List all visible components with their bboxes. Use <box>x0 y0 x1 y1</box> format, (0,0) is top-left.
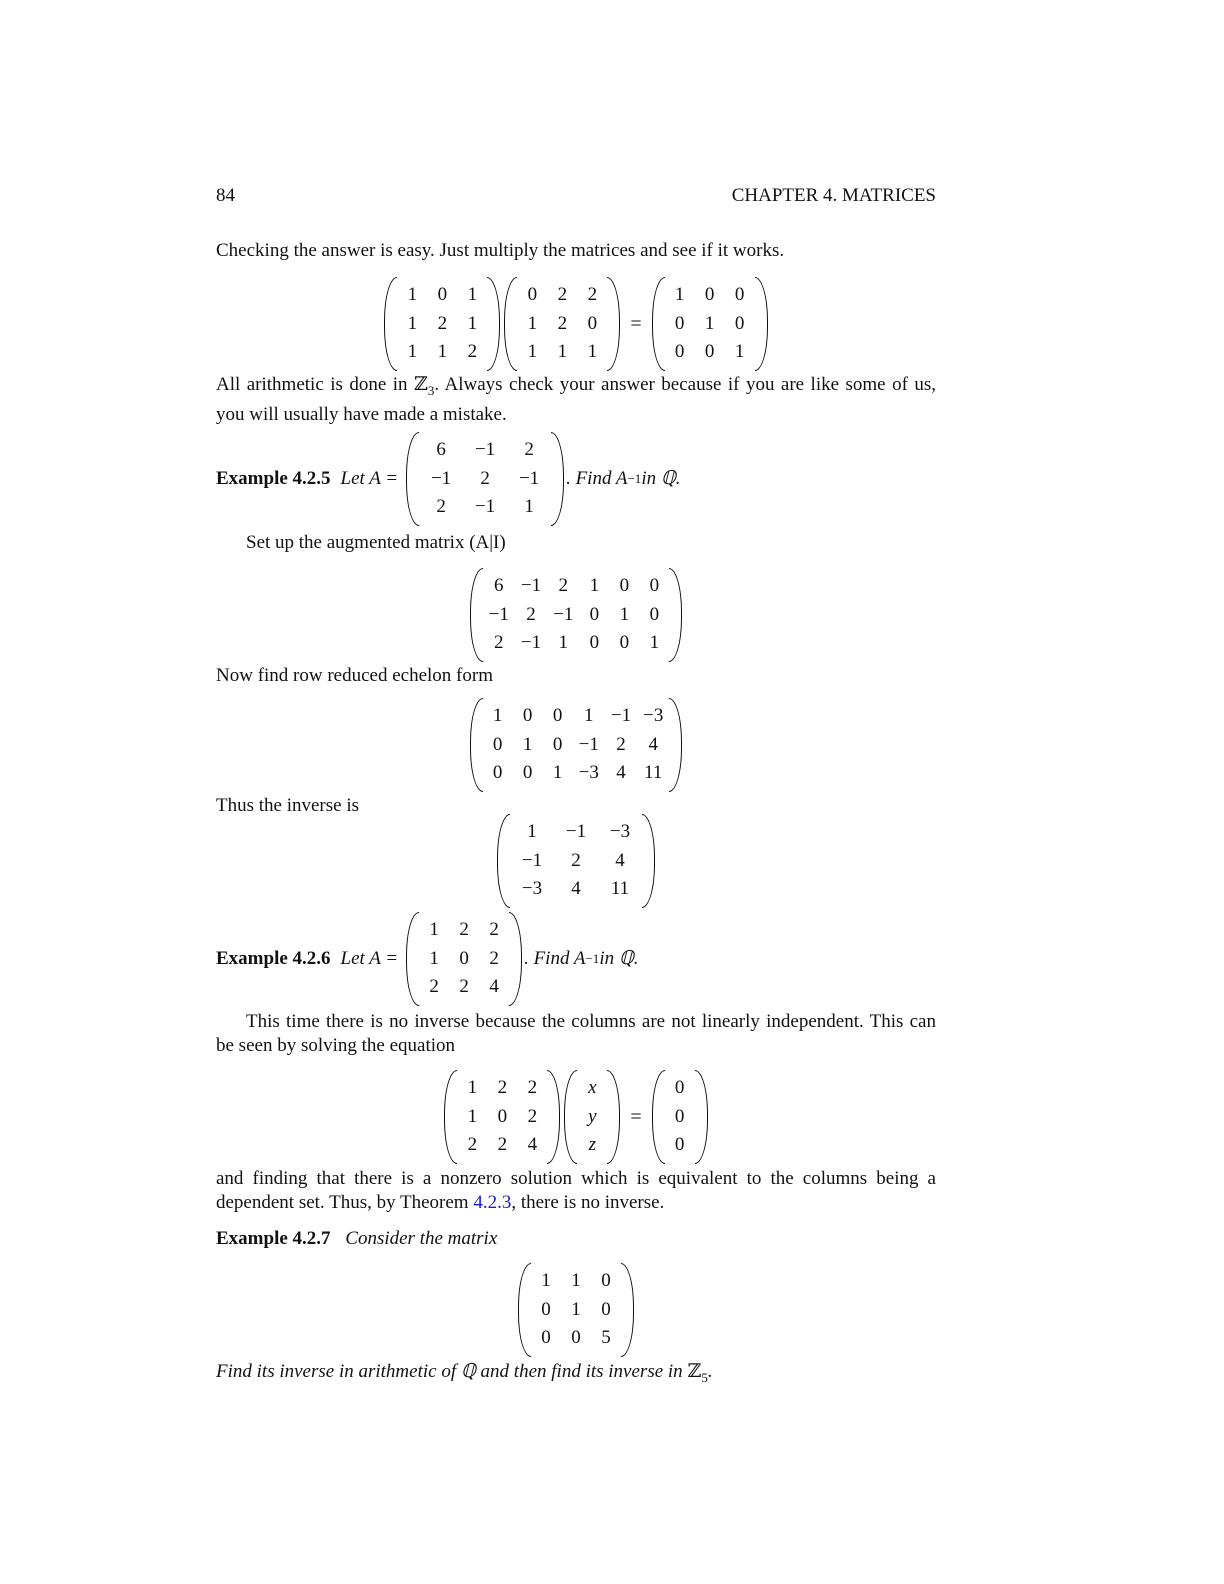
matrix-row <box>419 493 551 522</box>
matrix-row <box>419 973 509 1002</box>
matrix <box>404 430 566 528</box>
matrix-row <box>665 1103 695 1132</box>
right-paren <box>673 566 684 664</box>
matrix-row <box>457 1074 547 1103</box>
right-paren <box>551 1068 562 1166</box>
matrix-cell: 0 <box>674 312 685 334</box>
example-4-2-5: Example 4.2.5 Let A = 6 −1 2 −1 2 −1 2 −1 1 . Find A −1 in ℚ. <box>216 430 681 528</box>
matrix-cell: 1 <box>467 284 478 306</box>
matrix-cell: 1 <box>437 341 448 363</box>
matrix-cell: 1 <box>589 575 600 597</box>
matrix <box>516 1261 636 1359</box>
right-paren <box>646 812 657 910</box>
matrix-cell: 2 <box>527 1077 538 1099</box>
matrix-row <box>517 338 607 367</box>
matrix-cell: 2 <box>494 632 504 654</box>
matrix-cell: 2 <box>571 849 581 871</box>
matrix-cell: −1 <box>553 603 574 625</box>
paragraph-find-inverse: Find its inverse in arithmetic of ℚ and then find its inverse in ℤ$_5$. <box>216 1361 713 1385</box>
matrix-row <box>457 1103 547 1132</box>
matrix-cell: 0 <box>497 1105 508 1127</box>
matrix-cell: 0 <box>552 733 563 755</box>
matrix-cell: z <box>588 1134 597 1156</box>
matrix-cell: 1 <box>467 1077 478 1099</box>
paragraph-check: Checking the answer is easy. Just multiply the matrices and see if it works. <box>216 240 785 261</box>
matrix-cell: −1 <box>565 821 587 843</box>
matrix-cell: 0 <box>459 947 469 969</box>
matrix-cell: 5 <box>601 1327 611 1349</box>
matrix-4-2-7 <box>216 1261 936 1359</box>
matrix-cell: 4 <box>489 976 499 998</box>
matrix-cell: 1 <box>557 341 568 363</box>
matrix-cell: 1 <box>558 632 568 654</box>
equals-sign: = <box>630 1105 642 1128</box>
paragraph-inverse: Thus the inverse is <box>216 795 360 816</box>
inverse-matrix <box>216 812 936 910</box>
matrix-cell: 6 <box>436 439 446 461</box>
matrix-row <box>517 281 607 310</box>
matrix <box>404 910 524 1008</box>
matrix-cell: 4 <box>615 849 625 871</box>
matrix-cell: −1 <box>430 467 452 489</box>
matrix-cell: 1 <box>429 919 439 941</box>
matrix-row <box>510 818 642 847</box>
matrix-cell: 1 <box>527 821 537 843</box>
matrix-cell: −1 <box>578 733 599 755</box>
matrix-cell: 0 <box>541 1327 551 1349</box>
matrix-cell: 0 <box>674 1134 685 1156</box>
matrix-cell: 0 <box>601 1298 611 1320</box>
matrix-cell: y <box>588 1105 597 1127</box>
augmented-matrix <box>216 566 936 664</box>
page-number: 84 <box>216 185 235 206</box>
matrix-row <box>531 1267 621 1296</box>
left-paren <box>650 1068 661 1166</box>
right-paren <box>673 696 684 794</box>
matrix-cell: 0 <box>734 284 745 306</box>
matrix-cell: 2 <box>524 439 534 461</box>
left-paren <box>650 275 661 373</box>
matrix-cell: 0 <box>649 575 660 597</box>
matrix-cell: 0 <box>589 603 600 625</box>
matrix-cell: 6 <box>494 575 504 597</box>
matrix-cell: −1 <box>521 849 543 871</box>
matrix <box>468 696 685 794</box>
matrix <box>650 275 770 373</box>
matrix-cell: 11 <box>644 762 663 784</box>
left-paren <box>468 696 479 794</box>
matrix-cell: 1 <box>429 947 439 969</box>
matrix-cell: 1 <box>571 1298 581 1320</box>
matrix-cell: 1 <box>587 341 598 363</box>
matrix-cell: 0 <box>734 312 745 334</box>
matrix-cell: −1 <box>474 439 496 461</box>
matrix-cell: 2 <box>489 947 499 969</box>
matrix-row <box>665 338 755 367</box>
matrix-cell: 2 <box>527 1105 538 1127</box>
matrix <box>442 1068 562 1166</box>
matrix-cell: 4 <box>616 762 626 784</box>
matrix-cell: 1 <box>467 312 478 334</box>
zero-vector <box>650 1068 710 1166</box>
matrix-cell: 0 <box>704 341 715 363</box>
matrix-row <box>419 436 551 465</box>
matrix-cell: 2 <box>437 312 448 334</box>
matrix-cell: 0 <box>589 632 600 654</box>
chapter-heading: CHAPTER 4. MATRICES <box>731 185 936 206</box>
matrix-row <box>665 1074 695 1103</box>
matrix-cell: 0 <box>492 733 503 755</box>
matrix-row <box>665 310 755 339</box>
matrix-cell: 1 <box>467 1105 478 1127</box>
paragraph-finding: and finding that there is a nonzero solution which is equivalent to the columns being a dependent set. Thus, by Theorem 4.2.3, there is no inverse. <box>216 1168 936 1213</box>
matrix-cell: 0 <box>674 1105 685 1127</box>
matrix-row <box>665 1131 695 1160</box>
matrix <box>382 275 502 373</box>
matrix-cell: 0 <box>704 284 715 306</box>
matrix-cell: −3 <box>609 821 631 843</box>
right-paren <box>611 1068 622 1166</box>
matrix <box>502 275 622 373</box>
paragraph-arithmetic: All arithmetic is done in ℤ$_3$. Always check your answer because if you are like some of us, you will usually have made a mistake. <box>216 374 936 425</box>
matrix-row <box>531 1324 621 1353</box>
matrix-cell: 1 <box>522 733 533 755</box>
right-paren <box>611 275 622 373</box>
matrix-cell: 0 <box>522 762 533 784</box>
matrix-cell: 1 <box>407 341 418 363</box>
right-paren <box>625 1261 636 1359</box>
equation-dependence <box>216 1068 936 1166</box>
matrix-cell: 2 <box>429 976 439 998</box>
matrix-cell: 1 <box>571 1270 581 1292</box>
matrix-row <box>457 1131 547 1160</box>
matrix-cell: 1 <box>407 284 418 306</box>
left-paren <box>495 812 506 910</box>
example-label: Example 4.2.6 <box>216 947 331 969</box>
matrix-cell: 2 <box>526 603 536 625</box>
matrix-cell: 0 <box>437 284 448 306</box>
matrix-cell: 0 <box>601 1270 611 1292</box>
matrix-cell: 1 <box>704 312 715 334</box>
matrix-cell: −1 <box>474 496 496 518</box>
equals-sign: = <box>630 312 642 335</box>
rref-matrix <box>216 696 936 794</box>
matrix-row <box>397 338 487 367</box>
matrix-cell: 0 <box>492 762 503 784</box>
matrix-cell: 1 <box>524 496 534 518</box>
matrix-cell: 2 <box>497 1134 508 1156</box>
matrix-cell: 2 <box>489 919 499 941</box>
matrix-cell: 2 <box>459 976 469 998</box>
matrix-cell: −3 <box>643 705 664 727</box>
matrix-cell: 1 <box>649 632 660 654</box>
matrix-cell: −1 <box>488 603 509 625</box>
matrix-cell: −1 <box>520 632 542 654</box>
matrix-cell: 2 <box>459 919 469 941</box>
right-paren <box>555 430 566 528</box>
left-paren <box>502 275 513 373</box>
matrix-row <box>665 281 755 310</box>
matrix-row <box>483 731 670 760</box>
matrix-cell: 0 <box>552 705 563 727</box>
matrix-cell: 0 <box>619 575 630 597</box>
matrix-cell: 1 <box>527 312 538 334</box>
left-paren <box>382 275 393 373</box>
matrix-cell: 1 <box>584 705 594 727</box>
left-paren <box>562 1068 573 1166</box>
matrix-cell: 0 <box>674 341 685 363</box>
example-4-2-6: Example 4.2.6 Let A = 1 2 2 1 0 2 2 2 4 . Find A −1 in ℚ. <box>216 910 639 1008</box>
matrix-cell: 0 <box>619 632 630 654</box>
matrix-cell: 1 <box>541 1270 551 1292</box>
matrix-cell: −1 <box>520 575 542 597</box>
matrix-row <box>397 281 487 310</box>
matrix-cell: 2 <box>558 575 568 597</box>
matrix-row <box>531 1296 621 1325</box>
matrix-cell: 2 <box>557 312 568 334</box>
example-4-2-7: Example 4.2.7 Consider the matrix <box>216 1228 498 1249</box>
matrix-row <box>577 1074 607 1103</box>
matrix-cell: 2 <box>467 1134 478 1156</box>
matrix-cell: 4 <box>648 733 658 755</box>
matrix-cell: 0 <box>649 603 660 625</box>
matrix-cell: 2 <box>616 733 626 755</box>
left-paren <box>404 910 415 1008</box>
matrix-cell: 1 <box>552 762 563 784</box>
matrix-cell: 1 <box>407 312 418 334</box>
matrix-cell: 1 <box>674 284 685 306</box>
matrix-cell: 1 <box>527 341 538 363</box>
matrix-cell: −1 <box>518 467 540 489</box>
right-paren <box>513 910 524 1008</box>
matrix-row <box>577 1103 607 1132</box>
matrix-row <box>419 916 509 945</box>
matrix-cell: −3 <box>521 878 543 900</box>
left-paren <box>442 1068 453 1166</box>
matrix-cell: 0 <box>587 312 598 334</box>
matrix-cell: x <box>588 1077 597 1099</box>
example-label: Example 4.2.5 <box>216 467 331 489</box>
matrix-cell: 2 <box>436 496 446 518</box>
example-label: Example 4.2.7 <box>216 1228 331 1249</box>
vector-xyz <box>562 1068 622 1166</box>
paragraph-augmented: Set up the augmented matrix (A|I) <box>246 532 506 553</box>
matrix-cell: 2 <box>467 341 478 363</box>
matrix-row <box>483 601 670 630</box>
theorem-link[interactable]: 4.2.3 <box>473 1192 512 1213</box>
right-paren <box>699 1068 710 1166</box>
matrix-cell: 0 <box>541 1298 551 1320</box>
matrix-row <box>483 572 670 601</box>
matrix-row <box>483 629 670 658</box>
matrix-row <box>483 702 670 731</box>
matrix-cell: 0 <box>527 284 538 306</box>
paragraph-no-inverse: This time there is no inverse because the columns are not linearly independent. This can be seen by solving the equation <box>216 1011 936 1056</box>
matrix-cell: 0 <box>674 1077 685 1099</box>
matrix-cell: 2 <box>480 467 490 489</box>
matrix-cell: −3 <box>578 762 599 784</box>
matrix <box>495 812 657 910</box>
matrix-row <box>419 945 509 974</box>
matrix-cell: 1 <box>734 341 745 363</box>
matrix-cell: 4 <box>527 1134 538 1156</box>
matrix-row <box>577 1131 607 1160</box>
matrix-cell: 0 <box>571 1327 581 1349</box>
matrix-row <box>510 875 642 904</box>
right-paren <box>491 275 502 373</box>
matrix-cell: 11 <box>610 878 630 900</box>
matrix-cell: 1 <box>492 705 503 727</box>
left-paren <box>468 566 479 664</box>
left-paren <box>516 1261 527 1359</box>
matrix-cell: 0 <box>522 705 533 727</box>
matrix-row <box>510 847 642 876</box>
matrix-cell: 2 <box>557 284 568 306</box>
equation-check <box>216 275 936 373</box>
matrix-row <box>483 759 670 788</box>
matrix-cell: 2 <box>497 1077 508 1099</box>
paragraph-rref: Now find row reduced echelon form <box>216 665 493 686</box>
matrix-row <box>419 465 551 494</box>
matrix <box>468 566 685 664</box>
matrix-cell: 4 <box>571 878 581 900</box>
matrix-row <box>517 310 607 339</box>
right-paren <box>759 275 770 373</box>
left-paren <box>404 430 415 528</box>
matrix-cell: 1 <box>619 603 630 625</box>
matrix-cell: 2 <box>587 284 598 306</box>
matrix-cell: −1 <box>610 705 632 727</box>
matrix-row <box>397 310 487 339</box>
